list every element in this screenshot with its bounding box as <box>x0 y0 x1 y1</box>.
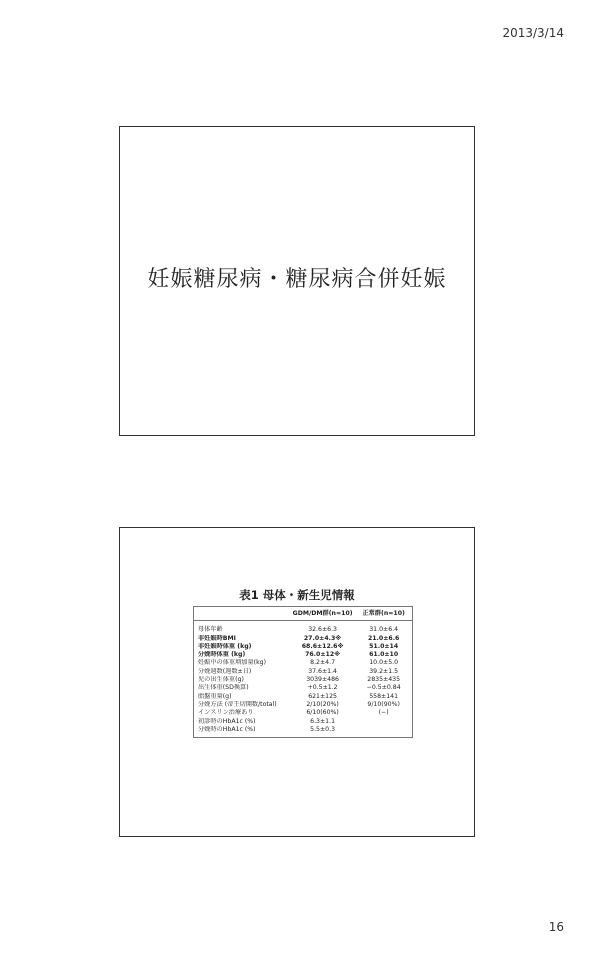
table-row <box>194 659 412 667</box>
table-row <box>194 621 412 635</box>
gdm-value: 6.3±1.1 <box>310 717 336 725</box>
table-row <box>194 684 412 692</box>
row-label: 胎盤重量(g) <box>198 692 232 700</box>
normal-value <box>355 718 412 726</box>
normal-value: 51.0±14 <box>369 642 399 650</box>
column-header: 正常群(n=10) <box>355 607 412 621</box>
table-row <box>194 643 412 651</box>
gdm-value: 37.6±1.4 <box>308 667 337 675</box>
row-label: 分娩時のHbA1c (%) <box>198 725 256 733</box>
row-label: 初診時のHbA1c (%) <box>198 717 256 725</box>
page-number: 16 <box>548 920 564 934</box>
column-header <box>194 607 290 621</box>
table-row <box>194 668 412 676</box>
gdm-value: 27.0±4.3※ <box>303 634 342 642</box>
column-header: GDM/DM群(n=10) <box>290 607 355 621</box>
row-label: 分娩週数(週数±日) <box>198 667 252 675</box>
gdm-value: 5.5±0.3 <box>310 725 336 733</box>
table-caption: 表1 母体・新生児情報 <box>239 588 355 602</box>
normal-value: 39.2±1.5 <box>369 667 399 675</box>
normal-value <box>355 726 412 734</box>
table-row <box>194 635 412 643</box>
table-row <box>194 651 412 659</box>
gdm-value: 76.0±12※ <box>305 651 341 659</box>
normal-value: 31.0±6.4 <box>369 626 399 634</box>
row-label: 児の出生体重(g) <box>198 676 244 684</box>
table-row <box>194 693 412 701</box>
data-table <box>194 607 412 734</box>
normal-value: 21.0±6.6 <box>367 634 400 642</box>
slide-title: 妊娠糖尿病・糖尿病合併妊娠 <box>147 267 447 292</box>
gdm-value: 2/10(20%) <box>306 700 339 708</box>
table-row <box>194 676 412 684</box>
page-date: 2013/3/14 <box>502 26 564 40</box>
data-table-frame <box>193 606 413 738</box>
row-label: 非妊娠時BMI <box>198 634 236 642</box>
normal-value: 9/10(90%) <box>367 700 400 708</box>
row-label: 分娩時体重 (kg) <box>198 651 246 659</box>
row-label: 妊娠中の体重増加量(kg) <box>198 659 267 667</box>
slide-title-slide <box>119 126 475 436</box>
row-label: 非妊娠時体重 (kg) <box>198 642 252 650</box>
gdm-value: 32.6±6.3 <box>308 626 337 634</box>
table-row <box>194 726 412 734</box>
table-row <box>194 718 412 726</box>
table-header-row <box>194 607 412 621</box>
row-label: 分娩方法 (帝王切開数/total) <box>198 700 277 708</box>
normal-value: (−) <box>378 709 389 717</box>
table-body <box>194 621 412 734</box>
gdm-value: +0.5±1.2 <box>307 684 338 692</box>
gdm-value: 8.2±4.7 <box>310 659 336 667</box>
normal-value: −0.5±0.84 <box>366 684 401 692</box>
gdm-value: 3039±486 <box>306 676 339 684</box>
gdm-value: 68.6±12.6※ <box>301 642 344 650</box>
normal-value: 61.0±10 <box>369 651 399 659</box>
table-row <box>194 709 412 717</box>
table-row <box>194 701 412 709</box>
gdm-value: 621±125 <box>308 692 337 700</box>
row-label: 出生体重(SD換算) <box>198 684 249 692</box>
gdm-value: 6/10(60%) <box>306 709 339 717</box>
row-label: インスリン治療あり <box>198 709 254 717</box>
slide-table-slide <box>119 527 475 837</box>
row-label: 母体年齢 <box>198 626 223 634</box>
normal-value: 2835±435 <box>367 676 401 684</box>
normal-value: 558±141 <box>369 692 399 700</box>
normal-value: 10.0±5.0 <box>369 659 399 667</box>
